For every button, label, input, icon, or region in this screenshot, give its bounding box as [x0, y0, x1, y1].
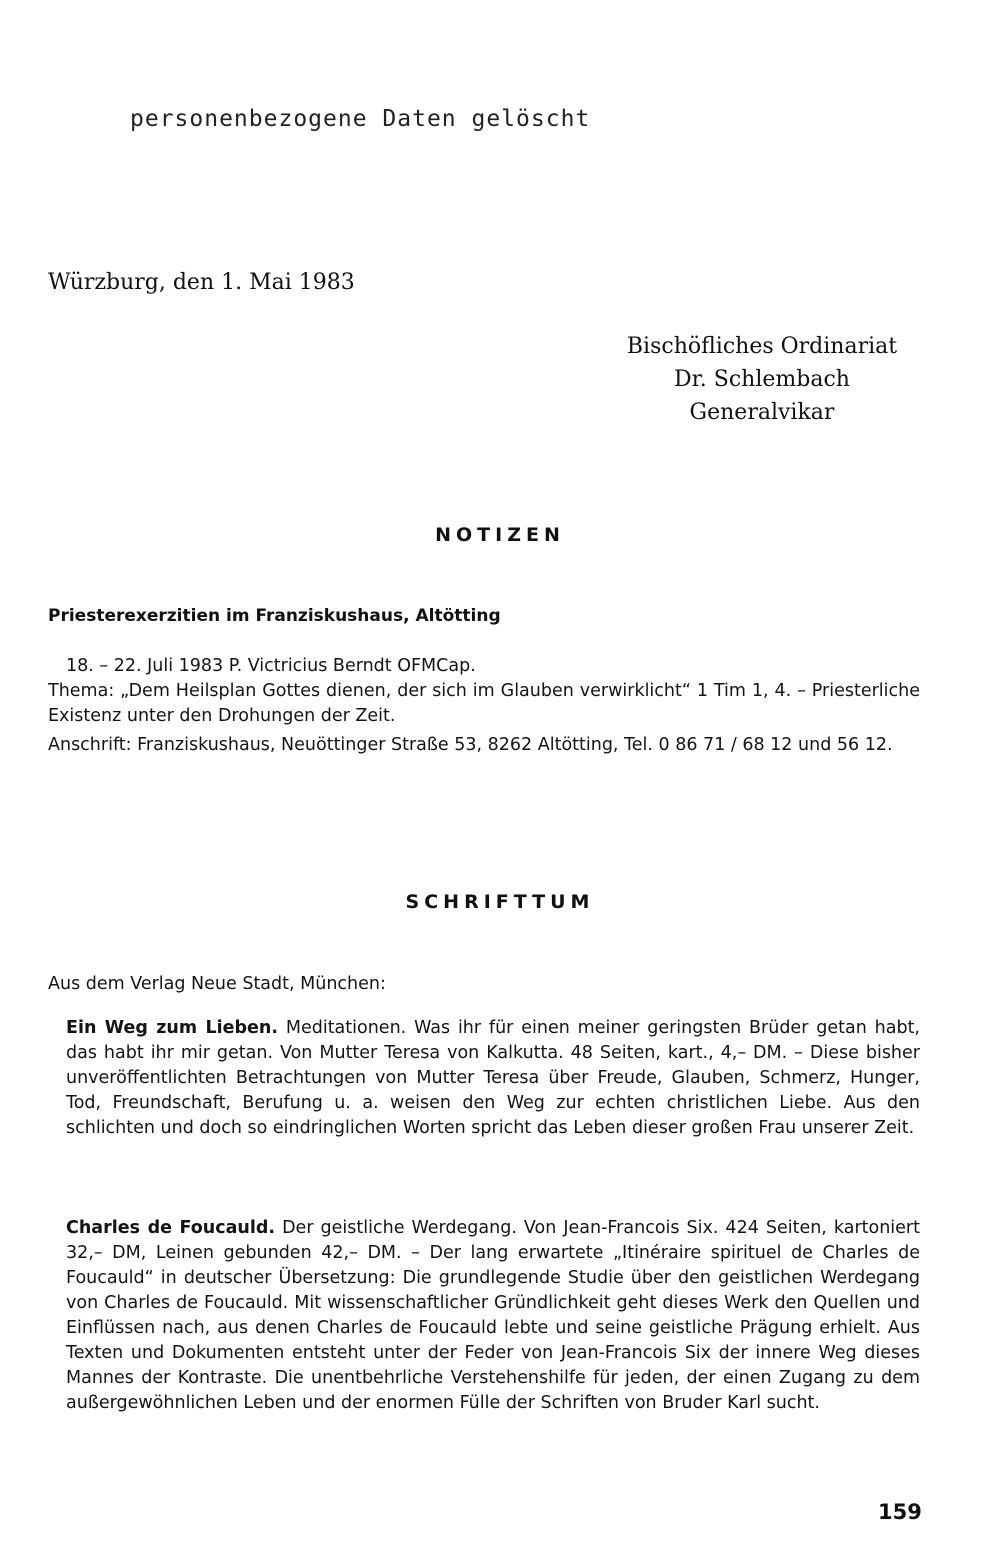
notizen-dates: 18. – 22. Juli 1983 P. Victricius Berndt OFMCap.	[66, 656, 476, 676]
book-entry	[48, 1016, 920, 1141]
notizen-anschrift: Anschrift: Franziskushaus, Neuöttinger Straße 53, 8262 Altötting, Tel. 0 86 71 / 68 12 und 56 12.	[48, 735, 893, 755]
signature-block	[612, 330, 912, 429]
signature-office: Bischöfliches Ordinariat	[626, 334, 898, 359]
notizen-heading: NOTIZEN	[435, 524, 565, 546]
notizen-subheading: Priesterexerzitien im Franziskushaus, Altötting	[48, 606, 501, 626]
dateline: Würzburg, den 1. Mai 1983	[48, 270, 355, 295]
page-number: 159	[878, 1500, 922, 1524]
book-description: Der geistliche Werdegang. Von Jean-Francois Six. 424 Seiten, kartoniert 32,– DM, Leinen gebunden 42,– DM. – Der lang erwartete „Itinéraire spirituel de Charles de Foucauld“ in deutscher Übersetzung: Die grundlegende Studie über den geistlichen Werdegang von Charles de Foucauld. Mit wissenschaftlicher Gründlichkeit geht dieses Werk den Quellen und Einflüssen nach, aus denen Charles de Foucauld lebte und seine geistliche Prägung erhielt. Aus Texten und Dokumenten entsteht unter der Feder von Jean-Francois Six der innere Weg dieses Mannes der Kontraste. Die unentbehrliche Verstehenshilfe für jeden, der einen Zugang zu dem außergewöhnlichen Leben und der enormen Fülle der Schriften von Bruder Karl sucht.	[66, 1218, 920, 1413]
signature-name: Dr. Schlembach	[674, 367, 850, 392]
book-title: Charles de Foucauld.	[66, 1218, 276, 1238]
schrifttum-publisher-block	[48, 972, 920, 997]
book-description: Meditationen. Was ihr für einen meiner geringsten Brüder getan habt, das habt ihr mir getan. Von Mutter Teresa von Kalkutta. 48 Seiten, kart., 4,– DM. – Diese bisher unveröffentlichten Betrachtungen von Mutter Teresa über Freude, Glauben, Schmerz, Hunger, Tod, Freundschaft, Berufung u. a. weisen den Weg zur echten christlichen Liebe. Aus den schlichten und doch so eindringlichen Worten spricht das Leben dieser großen Frau unserer Zeit.	[66, 1018, 920, 1138]
notizen-body	[48, 654, 920, 758]
schrifttum-heading: SCHRIFTTUM	[405, 891, 595, 913]
book-title: Ein Weg zum Lieben.	[66, 1018, 279, 1038]
book-entry	[48, 1216, 920, 1416]
schrifttum-publisher: Aus dem Verlag Neue Stadt, München:	[48, 974, 386, 994]
notizen-thema: Thema: „Dem Heilsplan Gottes dienen, der sich im Glauben verwirklicht“ 1 Tim 1, 4. – Priesterliche Existenz unter den Drohungen der Zeit.	[48, 681, 920, 726]
signature-title: Generalvikar	[689, 400, 835, 425]
redaction-note: personenbezogene Daten gelöscht	[130, 106, 591, 132]
